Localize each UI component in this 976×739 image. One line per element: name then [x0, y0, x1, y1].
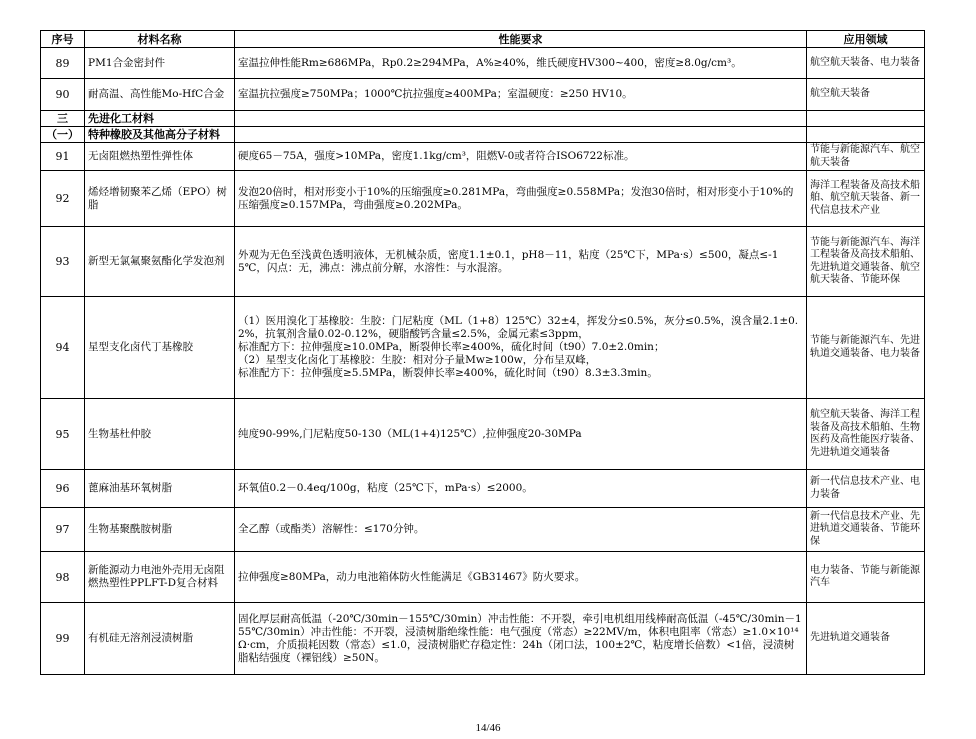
application-field: 先进轨道交通装备 — [807, 603, 925, 675]
application-field: 航空航天装备 — [807, 79, 925, 111]
spec-line: （2）星型支化卤化丁基橡胶：生胶：相对分子量Mw≥100w，分布呈双峰， — [238, 354, 597, 366]
material-name: 新能源动力电池外壳用无卤阻燃热塑性PPLFT-D复合材料 — [85, 552, 235, 603]
table-row — [41, 603, 925, 675]
material-name: 蓖麻油基环氧树脂 — [85, 470, 235, 508]
row-number: 92 — [41, 171, 85, 227]
performance-spec: 纯度90-99%,门尼粘度50-130（ML(1+4)125℃）,拉伸强度20-30MPa — [235, 399, 807, 470]
table-row — [41, 143, 925, 171]
application-field: 节能与新能源汽车、航空航天装备 — [807, 143, 925, 171]
material-name: 无卤阻燃热塑性弹性体 — [85, 143, 235, 171]
application-field: 海洋工程装备及高技术船舶、航空航天装备、新一代信息技术产业 — [807, 171, 925, 227]
table-row — [41, 227, 925, 297]
section-number: （一） — [41, 127, 85, 143]
application-field: 新一代信息技术产业、先进轨道交通装备、节能环保 — [807, 508, 925, 552]
table-row — [41, 171, 925, 227]
row-number: 93 — [41, 227, 85, 297]
row-number: 91 — [41, 143, 85, 171]
application-field: 新一代信息技术产业、电力装备 — [807, 470, 925, 508]
material-name: 耐高温、高性能Mo-HfC合金 — [85, 79, 235, 111]
performance-spec — [235, 297, 807, 399]
row-number: 94 — [41, 297, 85, 399]
header-application-field: 应用领域 — [807, 31, 925, 48]
header-performance-requirements: 性能要求 — [235, 31, 807, 48]
section-empty-cell — [235, 111, 807, 127]
table-row — [41, 552, 925, 603]
spec-line: （1）医用溴化丁基橡胶：生胶：门尼粘度（ML（1+8）125℃）32±4，挥发分≤0.5%，灰分≤0.5%，溴含量2.1±0.2%，抗氧剂含量0.02-0.12%，硬脂酸钙含量≤2.5%，金属元素≤3ppm， — [238, 315, 799, 340]
table-header-row — [41, 31, 925, 48]
table-row — [41, 399, 925, 470]
row-number: 97 — [41, 508, 85, 552]
row-number: 89 — [41, 48, 85, 79]
material-name: 生物基聚酰胺树脂 — [85, 508, 235, 552]
performance-spec: 发泡20倍时，相对形变小于10%的压缩强度≥0.281MPa，弯曲强度≥0.558MPa；发泡30倍时，相对形变小于10%的压缩强度≥0.157MPa，弯曲强度≥0.202MPa。 — [235, 171, 807, 227]
performance-spec: 室温抗拉强度≥750MPa；1000℃抗拉强度≥400MPa；室温硬度：≥250 HV10。 — [235, 79, 807, 111]
table-row — [41, 470, 925, 508]
application-field: 航空航天装备、海洋工程装备及高技术船舶、生物医药及高性能医疗装备、先进轨道交通装备 — [807, 399, 925, 470]
section-empty-cell — [807, 127, 925, 143]
application-field: 航空航天装备、电力装备 — [807, 48, 925, 79]
application-field: 节能与新能源汽车、海洋工程装备及高技术船舶、先进轨道交通装备、航空航天装备、节能环保 — [807, 227, 925, 297]
section-empty-cell — [807, 111, 925, 127]
table-row — [41, 297, 925, 399]
row-number: 90 — [41, 79, 85, 111]
application-field: 电力装备、节能与新能源汽车 — [807, 552, 925, 603]
material-name: 星型支化卤代丁基橡胶 — [85, 297, 235, 399]
performance-spec: 全乙醇（或酯类）溶解性：≤170分钟。 — [235, 508, 807, 552]
section-title: 先进化工材料 — [85, 111, 235, 127]
material-name: 新型无氯氟聚氨酯化学发泡剂 — [85, 227, 235, 297]
material-name: 生物基杜仲胶 — [85, 399, 235, 470]
header-no: 序号 — [41, 31, 85, 48]
spec-line: 标准配方下：拉伸强度≥10.0MPa，断裂伸长率≥400%，硫化时间（t90）7.0±2.0min； — [238, 341, 665, 353]
row-number: 96 — [41, 470, 85, 508]
header-material-name: 材料名称 — [85, 31, 235, 48]
section-row — [41, 111, 925, 127]
application-field: 节能与新能源汽车、先进轨道交通装备、电力装备 — [807, 297, 925, 399]
row-number: 98 — [41, 552, 85, 603]
section-title: 特种橡胶及其他高分子材料 — [85, 127, 235, 143]
material-name: PM1合金密封件 — [85, 48, 235, 79]
section-number: 三 — [41, 111, 85, 127]
table-row — [41, 508, 925, 552]
row-number: 95 — [41, 399, 85, 470]
material-name: 烯烃增韧聚苯乙烯（EPO）树脂 — [85, 171, 235, 227]
performance-spec: 硬度65－75A，强度>10MPa，密度1.1kg/cm³，阻燃V-0或者符合ISO6722标准。 — [235, 143, 807, 171]
performance-spec: 室温拉伸性能Rm≥686MPa，Rp0.2≥294MPa，A%≥40%，维氏硬度HV300~400，密度≥8.0g/cm³。 — [235, 48, 807, 79]
performance-spec: 固化厚层耐高低温（-20℃/30min－155℃/30min）冲击性能：不开裂，牵引电机组用线棒耐高低温（-45℃/30min－155℃/30min）冲击性能：不开裂，浸渍树脂绝缘性能：电气强度（常态）≥22MV/m，体积电阻率（常态）≥1.0×10¹⁴Ω·cm，介质损耗因数（常态）≤1.0，浸渍树脂贮存稳定性：24h（闭口法，100±2℃，粘度增长倍数）<1倍，浸渍树脂粘结强度（裸铝线）≥50N。 — [235, 603, 807, 675]
row-number: 99 — [41, 603, 85, 675]
performance-spec: 拉伸强度≥80MPa，动力电池箱体防火性能满足《GB31467》防火要求。 — [235, 552, 807, 603]
material-name: 有机硅无溶剂浸渍树脂 — [85, 603, 235, 675]
performance-spec: 环氧值0.2－0.4eq/100g，粘度（25℃下，mPa·s）≤2000。 — [235, 470, 807, 508]
spec-line: 标准配方下：拉伸强度≥5.5MPa，断裂伸长率≥400%，硫化时间（t90）8.3±3.3min。 — [238, 367, 658, 379]
subsection-row — [41, 127, 925, 143]
table-row — [41, 79, 925, 111]
performance-spec: 外观为无色至浅黄色透明液体，无机械杂质，密度1.1±0.1，pH8－11，粘度（25℃下，MPa·s）≤500，凝点≤-15℃，闪点：无，沸点：沸点前分解，水溶性：与水混溶。 — [235, 227, 807, 297]
section-empty-cell — [235, 127, 807, 143]
page-number: 14/46 — [475, 722, 501, 734]
table-row — [41, 48, 925, 79]
materials-table — [40, 30, 925, 675]
